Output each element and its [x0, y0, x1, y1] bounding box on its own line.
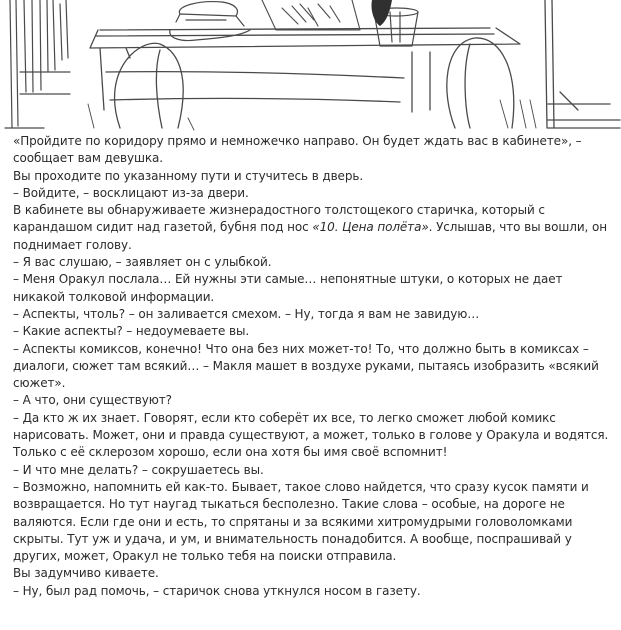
story-paragraph [13, 202, 613, 254]
sketch-illustration [0, 0, 621, 132]
story-paragraph: – А что, они существуют? [13, 393, 172, 408]
story-paragraph: – И что мне делать? – сокрушаетесь вы. [13, 462, 264, 477]
window-frame-icon [545, 0, 620, 128]
phone-icon [170, 2, 250, 41]
story-text-segment: В кабинете вы обнаруживаете жизнерадостного толстощекого старичка, который с карандашом сидит над газетой, бубня под нос [13, 203, 545, 235]
story-paragraph: – Да кто ж их знает. Говорят, если кто соберёт их все, то легко сможет любой комикс нарисовать. Может, они и правда существуют, а может, только в голове у Оракула и водятся. Только с её склерозом хорошо, если она хотя бы имя своё вспомнит! [13, 410, 609, 460]
story-paragraph: – Меня Оракул послала… Ей нужны эти самые… непонятные штуки, о которых не дает никакой толковой информации. [13, 272, 563, 304]
story-paragraph: – Аспекты комиксов, конечно! Что она без них может-то! То, что должно быть в комиксах – диалоги, сюжет там всякий… – Макля машет в воздухе руками, пытаясь изобразить «всякий сюжет». [13, 341, 599, 391]
newspaper-icon [262, 0, 360, 30]
story-paragraph: «Пройдите по коридору прямо и немножечко направо. Он будет ждать вас в кабинете», – сообщает вам девушка. [13, 134, 582, 166]
story-paragraph: Вы задумчиво киваете. [13, 566, 159, 581]
story-paragraph: – Я вас слушаю, – заявляет он с улыбкой. [13, 255, 272, 270]
story-paragraph: – Войдите, – восклицают из-за двери. [13, 185, 249, 200]
chair-icon [115, 38, 514, 128]
story-paragraph: – Аспекты, чтоль? – он заливается смехом. – Ну, тогда я вам не завидую… [13, 306, 480, 321]
newspaper-quote: «10. Цена полёта» [312, 220, 429, 235]
story-paragraph: Вы проходите по указанному пути и стучитесь в дверь. [13, 168, 364, 183]
bookshelf-icon [5, 0, 70, 128]
story-paragraph: – Ну, был рад помочь, – старичок снова уткнулся носом в газету. [13, 583, 421, 598]
story-text-segment: . Услышав, что вы вошли, он поднимает голову. [13, 220, 607, 252]
story-text [13, 133, 613, 600]
story-paragraph: – Какие аспекты? – недоумеваете вы. [13, 324, 250, 339]
person-hair-icon [371, 0, 392, 26]
story-paragraph: – Возможно, напомнить ей как-то. Бывает, такое слово найдется, что сразу кусок памяти и возвращается. Но тут наугад тыкаться бесполезно. Такие слова – особые, на дороге не валяются. Если где они и есть, то спрятаны и за всякими хитромудрыми головоломками скрыты. Тут уж и удача, и ум, и внимательность понадобится. А вообще, поспрашивай у других, может, Оракул не только тебя на поиски отправила. [13, 479, 589, 564]
desk-icon [90, 28, 520, 112]
